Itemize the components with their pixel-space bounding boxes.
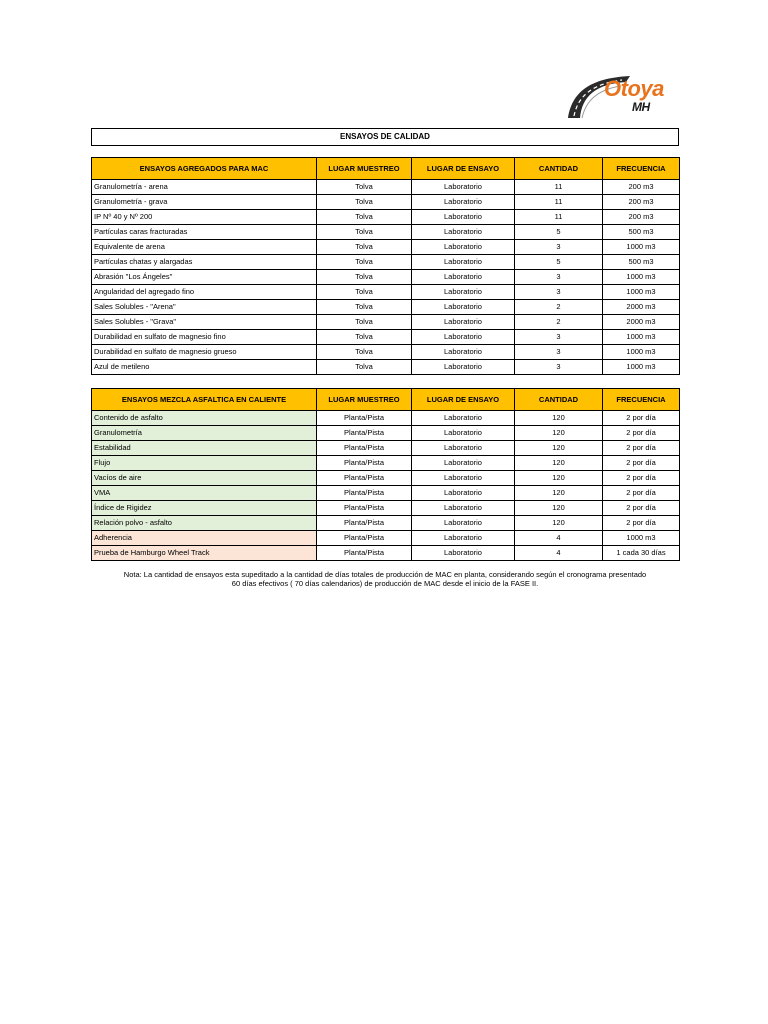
table-cell: Planta/Pista [317, 456, 412, 471]
test-name-cell: Sales Solubles - "Grava" [92, 315, 317, 330]
table-row [92, 255, 680, 270]
table-row [92, 456, 680, 471]
table-cell: Tolva [317, 360, 412, 375]
column-header: ENSAYOS AGREGADOS PARA MAC [92, 158, 317, 180]
test-name-cell: Partículas caras fracturadas [92, 225, 317, 240]
table-row [92, 516, 680, 531]
table-row [92, 471, 680, 486]
table-cell: 3 [515, 285, 603, 300]
table-cell: 2 por día [603, 441, 680, 456]
table-cell: Planta/Pista [317, 546, 412, 561]
test-name-cell: Granulometría - grava [92, 195, 317, 210]
table-cell: Tolva [317, 285, 412, 300]
table-cell: Tolva [317, 300, 412, 315]
test-name-cell: Índice de Rigidez [92, 501, 317, 516]
table-cell: Tolva [317, 195, 412, 210]
table-cell: 3 [515, 270, 603, 285]
table-cell: 2 [515, 300, 603, 315]
table-cell: Laboratorio [412, 441, 515, 456]
table-cell: Tolva [317, 345, 412, 360]
asphalt-mix-table [91, 388, 680, 561]
test-name-cell: Durabilidad en sulfato de magnesio fino [92, 330, 317, 345]
table-row [92, 195, 680, 210]
table-cell: 120 [515, 486, 603, 501]
table-cell: Laboratorio [412, 300, 515, 315]
table-cell: 200 m3 [603, 210, 680, 225]
table-cell: Tolva [317, 330, 412, 345]
table-cell: Planta/Pista [317, 411, 412, 426]
table-cell: Laboratorio [412, 180, 515, 195]
table-cell: 1000 m3 [603, 330, 680, 345]
table-header-row [92, 389, 680, 411]
test-name-cell: Vacíos de aire [92, 471, 317, 486]
table-cell: Laboratorio [412, 360, 515, 375]
table-cell: Laboratorio [412, 345, 515, 360]
test-name-cell: Estabilidad [92, 441, 317, 456]
table-cell: 2000 m3 [603, 300, 680, 315]
test-name-cell: Partículas chatas y alargadas [92, 255, 317, 270]
test-name-cell: Granulometría - arena [92, 180, 317, 195]
table-cell: Planta/Pista [317, 531, 412, 546]
table-cell: 500 m3 [603, 225, 680, 240]
test-name-cell: Contenido de asfalto [92, 411, 317, 426]
table-row [92, 360, 680, 375]
table-cell: Laboratorio [412, 315, 515, 330]
table-row [92, 501, 680, 516]
table-row [92, 270, 680, 285]
table-cell: 2 por día [603, 471, 680, 486]
test-name-cell: Flujo [92, 456, 317, 471]
table-cell: 1000 m3 [603, 240, 680, 255]
table-cell: Tolva [317, 240, 412, 255]
table-row [92, 546, 680, 561]
table-cell: 120 [515, 426, 603, 441]
table-cell: 2 por día [603, 486, 680, 501]
table-row [92, 210, 680, 225]
table-cell: Laboratorio [412, 285, 515, 300]
column-header: ENSAYOS MEZCLA ASFALTICA EN CALIENTE [92, 389, 317, 411]
table-cell: Planta/Pista [317, 516, 412, 531]
table-cell: Laboratorio [412, 426, 515, 441]
test-name-cell: Relación polvo - asfalto [92, 516, 317, 531]
table-cell: 2000 m3 [603, 315, 680, 330]
test-name-cell: Sales Solubles - "Arena" [92, 300, 317, 315]
table-cell: 200 m3 [603, 180, 680, 195]
table-cell: 120 [515, 501, 603, 516]
footnote [91, 570, 679, 588]
table-cell: 11 [515, 180, 603, 195]
table-cell: 3 [515, 345, 603, 360]
test-name-cell: Granulometría [92, 426, 317, 441]
table-cell: Laboratorio [412, 411, 515, 426]
table-cell: Planta/Pista [317, 501, 412, 516]
table-cell: 1000 m3 [603, 531, 680, 546]
table-row [92, 300, 680, 315]
table-cell: Laboratorio [412, 471, 515, 486]
table-cell: Tolva [317, 315, 412, 330]
column-header: CANTIDAD [515, 158, 603, 180]
test-name-cell: Durabilidad en sulfato de magnesio grueso [92, 345, 317, 360]
column-header: LUGAR MUESTREO [317, 389, 412, 411]
table-cell: 5 [515, 225, 603, 240]
table-cell: Tolva [317, 180, 412, 195]
logo-sub: MH [632, 100, 650, 114]
table-cell: 200 m3 [603, 195, 680, 210]
table-cell: Laboratorio [412, 210, 515, 225]
table-cell: Planta/Pista [317, 426, 412, 441]
table-cell: 1000 m3 [603, 360, 680, 375]
footnote-line-2: 60 días efectivos ( 70 días calendarios) de producción de MAC desde el inicio de la FASE II. [231, 579, 539, 588]
table-cell: Laboratorio [412, 270, 515, 285]
column-header: FRECUENCIA [603, 389, 680, 411]
table-cell: Laboratorio [412, 240, 515, 255]
column-header: LUGAR DE ENSAYO [412, 158, 515, 180]
test-name-cell: IP Nº 40 y Nº 200 [92, 210, 317, 225]
test-name-cell: Azul de metileno [92, 360, 317, 375]
table-cell: Tolva [317, 255, 412, 270]
logo-name: Otoya [604, 76, 664, 101]
table-cell: Laboratorio [412, 516, 515, 531]
table-cell: Laboratorio [412, 456, 515, 471]
table-row [92, 411, 680, 426]
table-cell: Laboratorio [412, 486, 515, 501]
table-cell: Planta/Pista [317, 471, 412, 486]
column-header: LUGAR DE ENSAYO [412, 389, 515, 411]
table-row [92, 330, 680, 345]
table-cell: 120 [515, 471, 603, 486]
table-cell: Laboratorio [412, 546, 515, 561]
table-cell: Laboratorio [412, 501, 515, 516]
table-row [92, 426, 680, 441]
column-header: CANTIDAD [515, 389, 603, 411]
table-cell: 3 [515, 240, 603, 255]
table-cell: Tolva [317, 270, 412, 285]
table-cell: Laboratorio [412, 531, 515, 546]
table-cell: 500 m3 [603, 255, 680, 270]
aggregates-table [91, 157, 680, 375]
table-cell: 120 [515, 516, 603, 531]
table-cell: 11 [515, 210, 603, 225]
table-cell: Tolva [317, 225, 412, 240]
table-cell: Laboratorio [412, 195, 515, 210]
table-cell: 1000 m3 [603, 285, 680, 300]
test-name-cell: Equivalente de arena [92, 240, 317, 255]
table-row [92, 285, 680, 300]
table-cell: 3 [515, 360, 603, 375]
table-row [92, 225, 680, 240]
table-cell: 2 por día [603, 411, 680, 426]
column-header: FRECUENCIA [603, 158, 680, 180]
test-name-cell: Abrasión "Los Ángeles" [92, 270, 317, 285]
table-cell: 120 [515, 411, 603, 426]
table-cell: 1000 m3 [603, 345, 680, 360]
table-row [92, 315, 680, 330]
table-cell: 2 [515, 315, 603, 330]
table-cell: 4 [515, 546, 603, 561]
table-header-row [92, 158, 680, 180]
table-cell: 2 por día [603, 456, 680, 471]
table-cell: 120 [515, 441, 603, 456]
table-row [92, 240, 680, 255]
table-cell: 1 cada 30 días [603, 546, 680, 561]
table-cell: Planta/Pista [317, 486, 412, 501]
table-cell: 2 por día [603, 501, 680, 516]
column-header: LUGAR MUESTREO [317, 158, 412, 180]
table-cell: Laboratorio [412, 330, 515, 345]
table-cell: 2 por día [603, 516, 680, 531]
test-name-cell: VMA [92, 486, 317, 501]
table-cell: Tolva [317, 210, 412, 225]
test-name-cell: Prueba de Hamburgo Wheel Track [92, 546, 317, 561]
table-row [92, 441, 680, 456]
table-row [92, 486, 680, 501]
table-cell: Planta/Pista [317, 441, 412, 456]
table-cell: 5 [515, 255, 603, 270]
footnote-line-1: Nota: La cantidad de ensayos esta supeditado a la cantidad de días totales de producción de MAC en planta, considerando según el cronograma presentado [123, 570, 647, 579]
page-title: ENSAYOS DE CALIDAD [91, 128, 679, 146]
table-cell: 1000 m3 [603, 270, 680, 285]
table-cell: 2 por día [603, 426, 680, 441]
table-cell: 120 [515, 456, 603, 471]
test-name-cell: Adherencia [92, 531, 317, 546]
test-name-cell: Angularidad del agregado fino [92, 285, 317, 300]
table-cell: 3 [515, 330, 603, 345]
table-cell: Laboratorio [412, 225, 515, 240]
table-cell: 4 [515, 531, 603, 546]
table-row [92, 531, 680, 546]
table-cell: Laboratorio [412, 255, 515, 270]
table-row [92, 345, 680, 360]
table-cell: 11 [515, 195, 603, 210]
table-row [92, 180, 680, 195]
